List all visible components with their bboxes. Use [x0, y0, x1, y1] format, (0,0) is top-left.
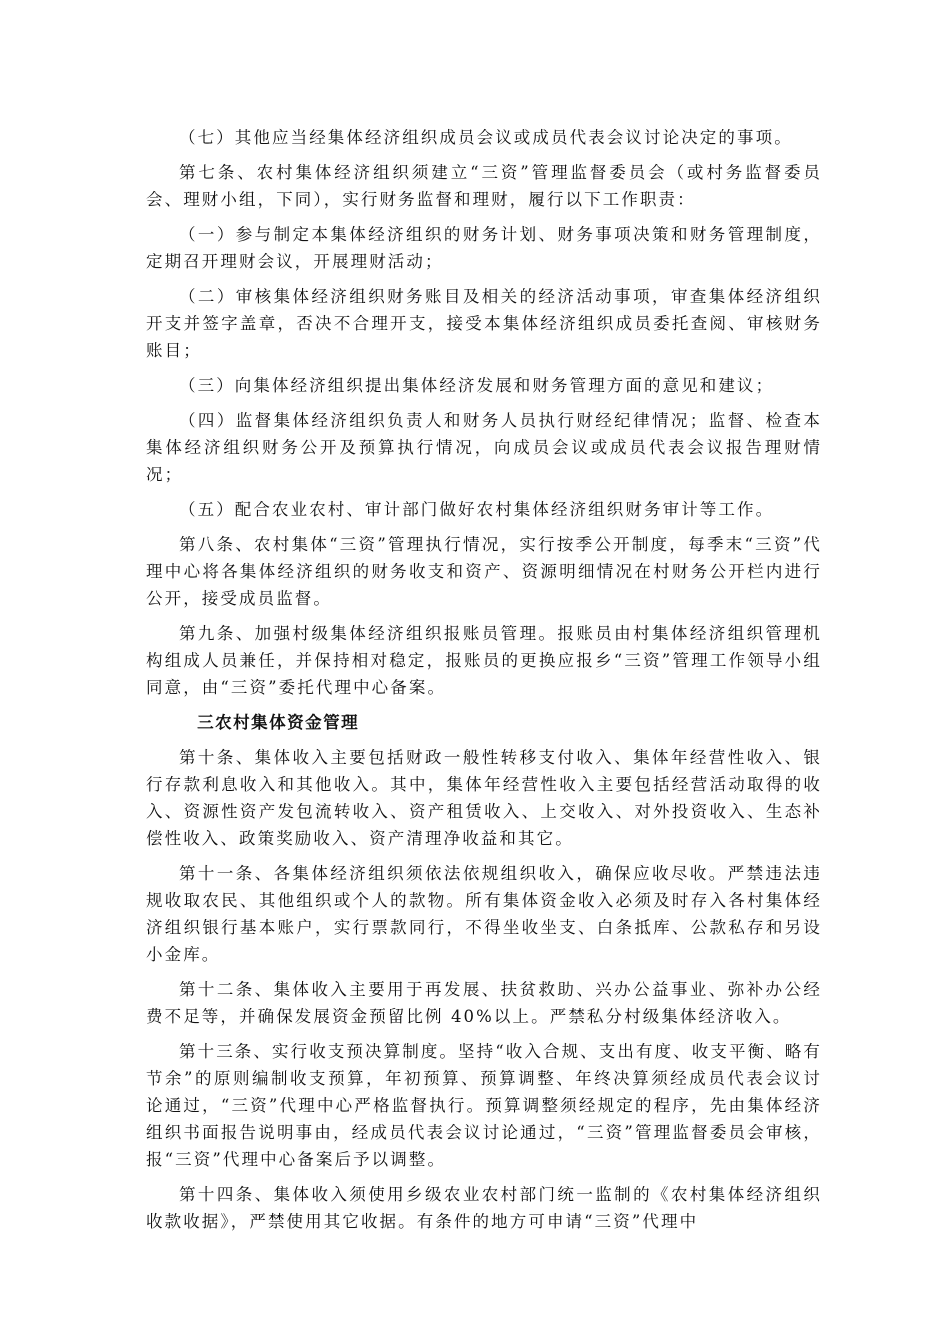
- section-heading: 三农村集体资金管理: [197, 713, 360, 732]
- paragraph-article-13: 第十三条、实行收支预决算制度。坚持“收入合规、支出有度、收支平衡、略有节余”的原则编制收支预算，年初预算、预算调整、年终决算须经成员代表会议讨论通过，“三资”代理中心严格监督执行。预算调整须经规定的程序，先由集体经济组织书面报告说明事由，经成员代表会议讨论通过，“三资”管理监督委员会审核，报“三资”代理中心备案后予以调整。: [146, 1042, 822, 1169]
- paragraph-duty-2: （二）审核集体经济组织财务账目及相关的经济活动事项，审查集体经济组织开支并签字盖章，否决不合理开支，接受本集体经济组织成员委托查阅、审核财务账目；: [146, 287, 822, 360]
- paragraph-article-14: 第十四条、集体收入须使用乡级农业农村部门统一监制的《农村集体经济组织收款收据》，严禁使用其它收据。有条件的地方可申请“三资”代理中: [146, 1185, 822, 1231]
- paragraph-article-12: 第十二条、集体收入主要用于再发展、扶贫救助、兴办公益事业、弥补办公经费不足等，并确保发展资金预留比例 40%以上。严禁私分村级集体经济收入。: [146, 980, 822, 1026]
- paragraph-article-9: 第九条、加强村级集体经济组织报账员管理。报账员由村集体经济组织管理机构组成人员兼任，并保持相对稳定，报账员的更换应报乡“三资”管理工作领导小组同意，由“三资”委托代理中心备案。: [146, 624, 822, 697]
- paragraph-article-10: 第十条、集体收入主要包括财政一般性转移支付收入、集体年经营性收入、银行存款利息收入和其他收入。其中，集体年经营性收入主要包括经营活动取得的收入、资源性资产发包流转收入、资产租赁收入、上交收入、对外投资收入、生态补偿性收入、政策奖励收入、资产清理净收益和其它。: [146, 748, 822, 848]
- paragraph-article-11: 第十一条、各集体经济组织须依法依规组织收入，确保应收尽收。严禁违法违规收取农民、其他组织或个人的款物。所有集体资金收入必须及时存入各村集体经济组织银行基本账户，实行票款同行，不得坐收坐支、白条抵库、公款私存和另设小金库。: [146, 864, 822, 964]
- paragraph-duty-5: （五）配合农业农村、审计部门做好农村集体经济组织财务审计等工作。: [179, 500, 775, 519]
- paragraph-duty-3: （三）向集体经济组织提出集体经济发展和财务管理方面的意见和建议；: [179, 376, 775, 395]
- paragraph-article-7: 第七条、农村集体经济组织须建立“三资”管理监督委员会（或村务监督委员会、理财小组，下同），实行财务监督和理财，履行以下工作职责：: [146, 163, 822, 209]
- document-page: [146, 124, 822, 1235]
- paragraph-duty-1: （一）参与制定本集体经济组织的财务计划、财务事项决策和财务管理制度，定期召开理财会议，开展理财活动；: [146, 225, 822, 271]
- paragraph-duty-4: （四）监督集体经济组织负责人和财务人员执行财经纪律情况；监督、检查本集体经济组织财务公开及预算执行情况，向成员会议或成员代表会议报告理财情况；: [146, 411, 822, 484]
- paragraph-article-8: 第八条、农村集体“三资”管理执行情况，实行按季公开制度，每季末“三资”代理中心将各集体经济组织的财务收支和资产、资源明细情况在村财务公开栏内进行公开，接受成员监督。: [146, 535, 822, 608]
- paragraph-item-7: （七）其他应当经集体经济组织成员会议或成员代表会议讨论决定的事项。: [179, 128, 793, 147]
